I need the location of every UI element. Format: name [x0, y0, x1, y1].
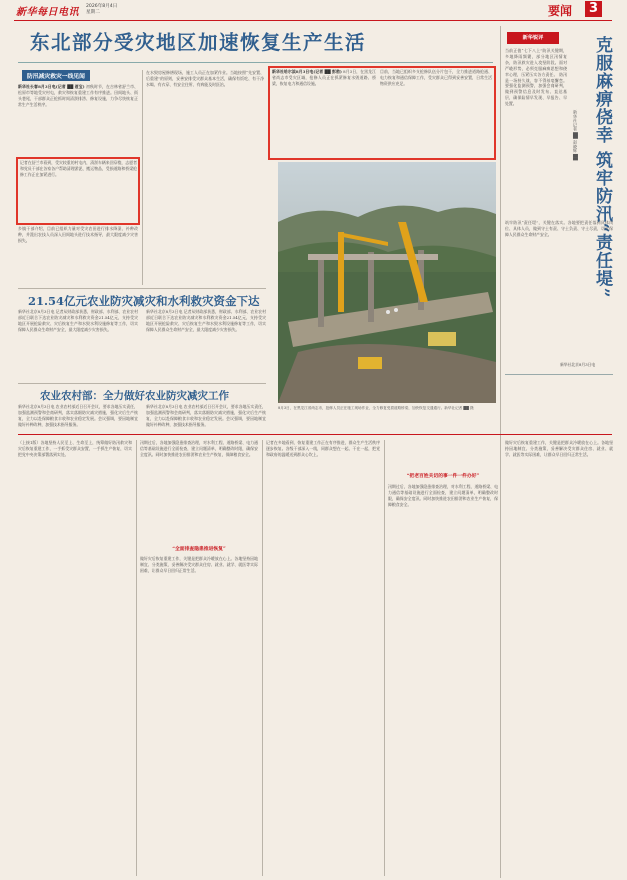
section-divider — [18, 288, 266, 289]
section-label: 要闻 — [548, 4, 573, 18]
middle-story-byline: 新华社哈尔滨8月3日电(记者 ██ 彭勃) — [272, 69, 342, 74]
bottom-col-5: 做好灾后恢复重建工作，关键是把群众冷暖放在心上。各地坚持因地制宜、分类施策，妥善解决受灾群众住房、就业、就学、就医等实际困难，让群众早日回归正常生活。 — [505, 440, 613, 457]
bottom-col-divider — [384, 440, 385, 876]
fund-body: 新华社北京8月3日电 记者从财政部获悉，财政部、水利部、农业农村部近日联合下达农业防灾减灾和水利救灾资金21.54亿元，支持受灾地区开展抢险救灾、灾后恢复生产和水毁水利设施修复等工作，切实保障人民群众生命财产安全，最大限度减少灾害损失。 — [18, 309, 138, 332]
bottom-col-2b: 做好灾后恢复重建工作，关键是把群众冷暖放在心上。各地坚持因地制宜、分类施策，妥善解决受灾群众住房、就业、就学、就医等实际困难，让群众早日回归正常生活。 — [140, 556, 258, 573]
masthead-weekday: 星期二 — [86, 10, 100, 15]
bottom-col-3: 记者在多地看到，恢复重建工作正在有序推进，群众生产生活秩序逐步恢复。各级干部深入一线，同群众想在一起、干在一起，把党和政府的温暖送到群众心坎上。 — [266, 440, 380, 457]
commentary-body-part-2: 防汛是一场持久战，容不得丝毫懈怠。要强化监测预警，加强会商研判，做到预警信息及时发布、直达基层，确保险情早发现、早报告、早处置。 — [505, 71, 567, 107]
bottom-section-rule — [18, 434, 612, 435]
left-story-intro — [18, 84, 138, 156]
masthead-brand: 新华每日电讯 — [16, 7, 79, 18]
photo-construction-scene — [278, 162, 496, 403]
bottom-subhead-1: “全面排查隐患推进恢复” — [172, 546, 226, 552]
bottom-col-divider — [262, 440, 263, 876]
page-number: 3 — [585, 1, 602, 17]
masthead-rule — [14, 20, 612, 21]
fund-body-continued: 新华社北京8月3日电 记者从财政部获悉，财政部、水利部、农业农村部近日联合下达农业防灾减灾和水利救灾资金21.54亿元，支持受灾地区开展抢险救灾、灾后恢复生产和水毁水利设施修复等工作，切实保障人民群众生命财产安全，最大限度减少灾害损失。 — [146, 309, 266, 332]
photo-caption: 8月3日，在黑龙江省尚志市，抢修人员正在施工现场作业，全力修复受损道路桥梁，加快恢复交通通行。新华社记者 ██ 摄 — [278, 406, 474, 410]
agri-body: 新华社北京8月3日电 农业农村部近日召开会议，要求各地压实责任，加强监测预警和会商研判，落实落细防灾减灾措施，强化灾后生产恢复，全力以赴保障粮食丰收和农业稳定发展。会议强调，要因地制宜做好补种改种，加强技术指导服务。 — [18, 404, 138, 427]
commentary-dateline: 新华社北京8月3日电 — [560, 362, 596, 367]
column-divider — [142, 70, 143, 285]
commentary-body-part-1: 当前正值“七下八上”防汛关键期，多地降雨频繁，部分地区汛情复杂，防汛救灾进入攻坚阶段。面对严峻形势，必须克服麻痹思想和侥幸心理，压紧压实各方责任。 — [505, 48, 567, 77]
fund-headline: 21.54亿元农业防灾减灾和水利救灾资金下达 — [28, 294, 260, 308]
bottom-col-2a: 汛期过后，各地加强隐患排查治理，对水利工程、道路桥梁、电力通信等基础设施进行全面检查，建立问题清单，明确整改时限，确保安全度汛。同时加快推进农田排涝和农业生产恢复，保障粮食安全。 — [140, 440, 258, 457]
left-story-body-4: 在水毁房屋修缮现场，施工人员正在加紧作业。当地按照“先安置、后重建”的原则，妥善安排受灾群众基本生活，确保有饭吃、有干净水喝、有衣穿、有安全住所、有病能及时医治。 — [146, 70, 264, 87]
commentary-author: 新华社记者 ██ 赵晓辉 ██ — [573, 110, 578, 161]
left-story-body-3: 乡镇干部介绍，目前已组织力量对受灾农田进行排水降渍、补种改种，并派出农技人员深入田间地头进行技术指导，最大限度减少灾害损失。 — [18, 226, 138, 243]
commentary-badge: 新华锐评 — [507, 32, 559, 44]
bottom-col-divider — [136, 440, 137, 876]
masthead-date: 2026年8月4日 — [86, 4, 118, 9]
agri-body-continued: 新华社北京8月3日电 农业农村部近日召开会议，要求各地压实责任，加强监测预警和会商研判，落实落细防灾减灾措施，强化灾后生产恢复，全力以赴保障粮食丰收和农业稳定发展。会议强调，要因地制宜做好补种改种，加强技术指导服务。 — [146, 404, 266, 427]
middle-story-col-a — [272, 69, 376, 157]
commentary-title: 克服麻痹侥幸 筑牢防汛“责任堤” — [592, 36, 612, 299]
left-story-byline: 新华社长春8月3日电(记者 ██ 聂宝) — [18, 84, 85, 89]
right-column-divider — [500, 26, 501, 878]
left-story-body-2: 记者在舒兰市看到，受灾较重的村屯内，清淤车辆来回穿梭，志愿者和党员干部在各家各户帮助清理淤泥、搬运物品，受损道路和桥梁抢修工作正在加紧进行。 — [20, 160, 137, 177]
bottom-col-1: （上接1版）各地坚持人民至上、生命至上，统筹做好防汛救灾和灾后恢复重建工作，一手抓受灾群众安置，一手抓生产恢复，切实把党中央决策部署落到实处。 — [18, 440, 132, 457]
right-column-rule — [505, 374, 613, 375]
middle-story-body-1: 8月3日，在黑龙江省尚志市受灾区域，抢修人员正在抓紧修复水毁道路、桥梁，恢复电力和通信设施。 — [272, 69, 376, 86]
section-divider — [18, 383, 266, 384]
bottom-col-4: 汛期过后，各地加强隐患排查治理，对水利工程、道路桥梁、电力通信等基础设施进行全面检查，建立问题清单，明确整改时限，确保安全度汛。同时加快推进农田排涝和农业生产恢复，保障粮食安全。 — [388, 484, 498, 507]
commentary-body-2: 筑牢防汛“责任堤”，关键在落实。各地要把责任落到具体岗位、具体人员，做到守土有责、守土负责、守土尽责，切实保障人民群众生命财产安全。 — [505, 220, 613, 237]
middle-story-body-2: 目前，当地已组织多支抢修队伍分片包干，全力推进道路抢通、电力恢复和通信保障工作，受灾群众已得到妥善安置，日常生活物资供应充足。 — [380, 69, 492, 86]
bottom-subhead-2: “把老百姓关切的事一件一件办好” — [406, 473, 480, 479]
left-story-body-1: 初秋时节，在吉林省舒兰市、松原市等地受灾村屯，救灾和恢复重建工作有序推进。田间地头、街头巷尾，干部群众正抢抓时间清淤排涝、修复设施，力争尽快恢复正常生产生活秩序。 — [18, 84, 138, 107]
news-photo — [278, 162, 496, 403]
story-tag: 防汛减灾救灾一线见闻 — [22, 70, 90, 81]
headline-rule — [18, 62, 493, 63]
main-headline: 东北部分受灾地区加速恢复生产生活 — [30, 31, 367, 54]
agri-headline: 农业农村部：全力做好农业防灾减灾工作 — [40, 390, 229, 402]
